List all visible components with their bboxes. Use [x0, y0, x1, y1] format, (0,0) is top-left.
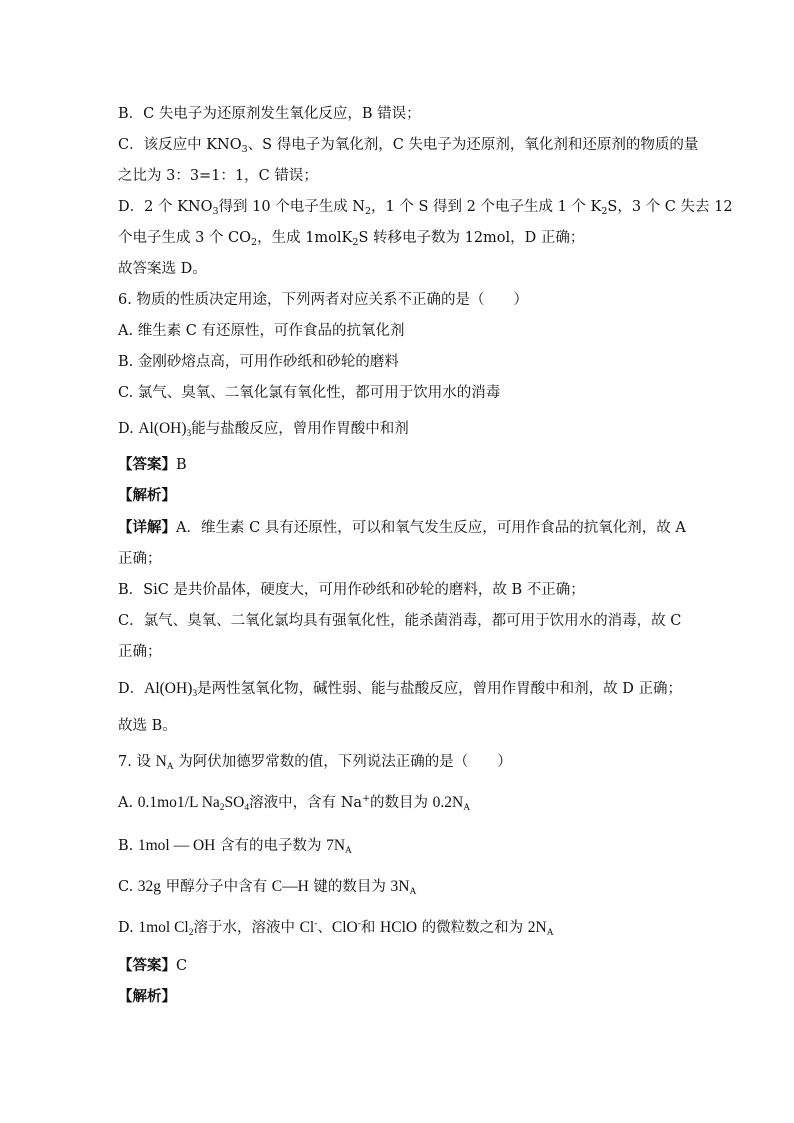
text-line: C．氯气、臭氧、二氧化氯均具有强氧化性，能杀菌消毒，都可用于饮用水的消毒，故 C [118, 613, 682, 629]
q7-analysis-heading: 【解析】 [118, 988, 176, 1005]
text-line: 正确； [118, 644, 162, 660]
q7-option-c: C. 32g 甲醇分子中含有 C—H 键的数目为 $3N_A$ [118, 878, 417, 897]
q7-option-a: A. 0.1mo1/L $Na_2SO_4$溶液中，含有 Na+的数目为 $0.2N_A$ [118, 793, 471, 813]
q7-option-d: D. 1mol $Cl_2$溶于水，溶液中 Cl-、ClO-和 HClO 的微粒数之和为 $2N_A$ [118, 919, 554, 938]
text-line: 个电子生成 3 个 $CO_2$，生成 1molK$_2$S 转移电子数为 12mol，D 正确； [118, 230, 585, 248]
question-6-stem: 6. 物质的性质决定用途，下列两者对应关系不正确的是（ ） [118, 292, 528, 308]
text-line: 故答案选 D。 [118, 261, 207, 277]
q6-option-c: C. 氯气、臭氧、二氧化氯有氧化性，都可用于饮用水的消毒 [118, 385, 501, 401]
text-line: D．2 个 $KNO_3$得到 10 个电子生成 $N_2$，1 个 S 得到 2 个电子生成 1 个 $K_2S$，3 个 C 失去 12 [118, 199, 733, 217]
question-7-stem: 7. 设 $N_A$ 为阿伏加德罗常数的值，下列说法正确的是（ ） [118, 753, 512, 772]
q6-option-a: A. 维生素 C 有还原性，可作食品的抗氧化剂 [118, 323, 405, 339]
q6-option-d: D. $Al(OH)_3$能与盐酸反应，曾用作胃酸中和剂 [118, 420, 409, 439]
q6-analysis-heading: 【解析】 [118, 487, 176, 504]
text-line: B．C 失电子为还原剂发生氧化反应，B 错误； [118, 106, 421, 122]
text-line: 之比为 3：3=1：1，C 错误； [118, 168, 318, 184]
text-line: D．$Al(OH)_3$是两性氢氧化物，碱性弱、能与盐酸反应，曾用作胃酸中和剂，故 D 正确； [118, 680, 682, 699]
q6-option-b: B. 金刚砂熔点高，可用作砂纸和砂轮的磨料 [118, 354, 399, 370]
q6-answer: 【答案】B [118, 456, 187, 473]
text-line: B．SiC 是共价晶体，硬度大，可用作砂纸和砂轮的磨料，故 B 不正确； [118, 582, 585, 598]
text-line: 正确； [118, 551, 162, 567]
q7-option-b: B. 1mol — OH 含有的电子数为 $7N_A$ [118, 837, 352, 856]
q7-answer: 【答案】C [118, 957, 188, 974]
text-line: 故选 B。 [118, 718, 177, 734]
text-line: C．该反应中 $KNO_3$、S 得电子为氧化剂，C 失电子为还原剂，氧化剂和还原剂的物质的量 [118, 137, 699, 155]
text-line: 【详解】A．维生素 C 具有还原性，可以和氧气发生反应，可用作食品的抗氧化剂，故 A [118, 519, 686, 536]
